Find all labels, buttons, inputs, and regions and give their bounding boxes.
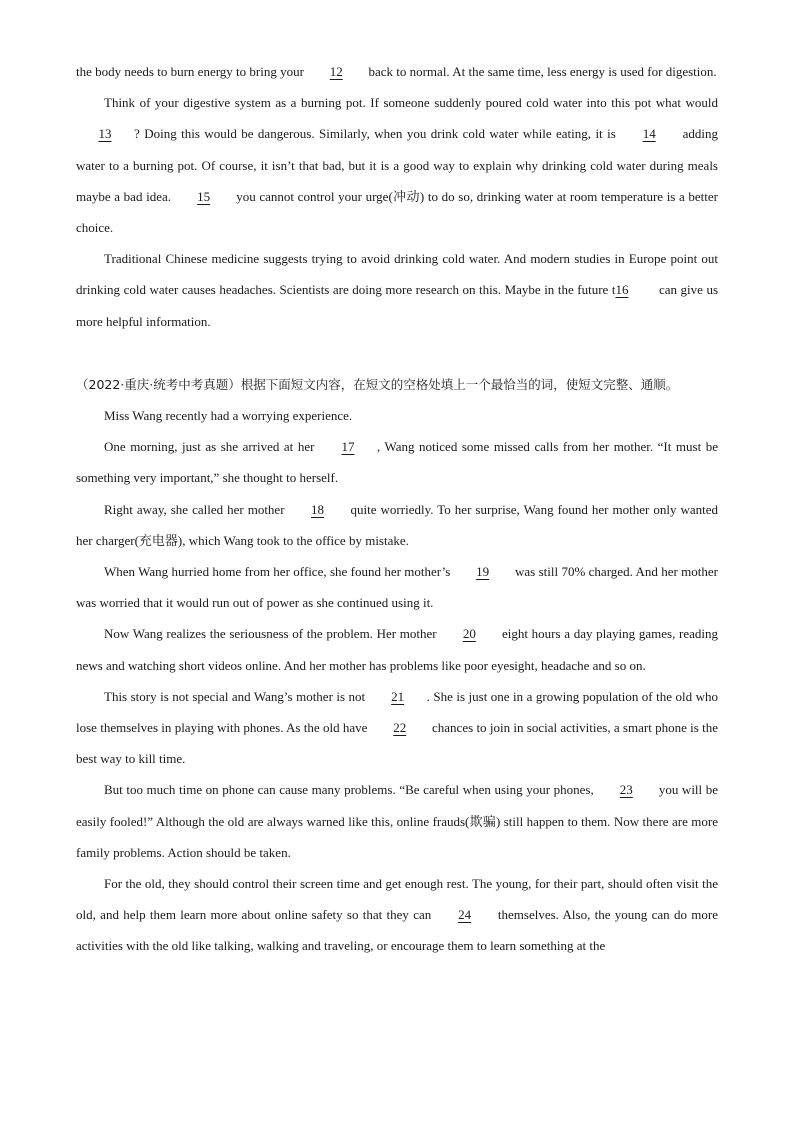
paragraph-2-5: Now Wang realizes the seriousness of the problem. Her mother 20 eight hours a day playing games, reading news and watching short videos online. And her mother has problems like poor eyesight, headache and so on. [76, 618, 718, 680]
blank-22[interactable]: 22 [393, 720, 407, 736]
blank-13[interactable]: 13 [98, 126, 112, 142]
paragraph-2-8: For the old, they should control their screen time and get enough rest. The young, for their part, should often visit the old, and help them learn more about online safety so that they can 24 themselves. Also, the young can do more activities with the old like talking, walking and traveling, or encourage them to learn something at the [76, 876, 718, 954]
exercise-heading: （2022·重庆·统考中考真题）根据下面短文内容，在短文的空格处填上一个最恰当的词，使短文完整、通顺。 [76, 376, 679, 392]
blank-17[interactable]: 17 [341, 439, 355, 455]
blank-23[interactable]: 23 [619, 782, 633, 798]
blank-16[interactable]: 16 [615, 282, 629, 298]
paragraph-1-0: the body needs to burn energy to bring your 12 back to normal. At the same time, less energy is used for digestion. [76, 56, 718, 87]
blank-14[interactable]: 14 [642, 126, 656, 142]
blank-24[interactable]: 24 [458, 907, 472, 923]
paragraph-2-2: One morning, just as she arrived at her 17 , Wang noticed some missed calls from her mother. “It must be something very important,” she thought to herself. [76, 431, 718, 493]
blank-20[interactable]: 20 [462, 626, 476, 642]
blank-19[interactable]: 19 [476, 564, 490, 580]
paragraph-2-6: This story is not special and Wang’s mother is not 21 . She is just one in a growing population of the old who lose themselves in playing with phones. As the old have 22 chances to join in social activities, a smart phone is the best way to kill time. [76, 681, 718, 775]
paragraph-1-1: Think of your digestive system as a burning pot. If someone suddenly poured cold water into this pot what would 13 ? Doing this would be dangerous. Similarly, when you drink cold water while eating, it is 14 adding water to a burning pot. Of course, it isn’t that bad, but it is a good way to explain why drinking cold water during meals maybe a bad idea. 15 you cannot control your urge(冲动) to do so, drinking water at room temperature is a better choice. [76, 95, 718, 236]
blank-15[interactable]: 15 [197, 188, 211, 204]
paragraph-2-3: Right away, she called her mother 18 quite worriedly. To her surprise, Wang found her mother only wanted her charger(充电器), which Wang took to the office by mistake. [76, 494, 718, 556]
blank-12[interactable]: 12 [329, 64, 343, 79]
blank-21[interactable]: 21 [391, 688, 405, 704]
document-page [76, 56, 718, 962]
blank-18[interactable]: 18 [311, 501, 325, 517]
paragraph-2-1: Miss Wang recently had a worrying experience. [104, 408, 353, 424]
paragraph-2-4: When Wang hurried home from her office, she found her mother’s 19 was still 70% charged. And her mother was worried that it would run out of power as she continued using it. [76, 556, 718, 618]
paragraph-2-7: But too much time on phone can cause many problems. “Be careful when using your phones, 23 you will be easily fooled!” Although the old are always warned like this, online frauds(欺骗) still happen to them. Now there are more family problems. Action should be taken. [76, 774, 718, 868]
section-gap [76, 337, 718, 369]
paragraph-1-2: Traditional Chinese medicine suggests trying to avoid drinking cold water. And modern studies in Europe point out drinking cold water causes headaches. Scientists are doing more research on this. Maybe in the future t16 can give us more helpful information. [76, 251, 718, 329]
